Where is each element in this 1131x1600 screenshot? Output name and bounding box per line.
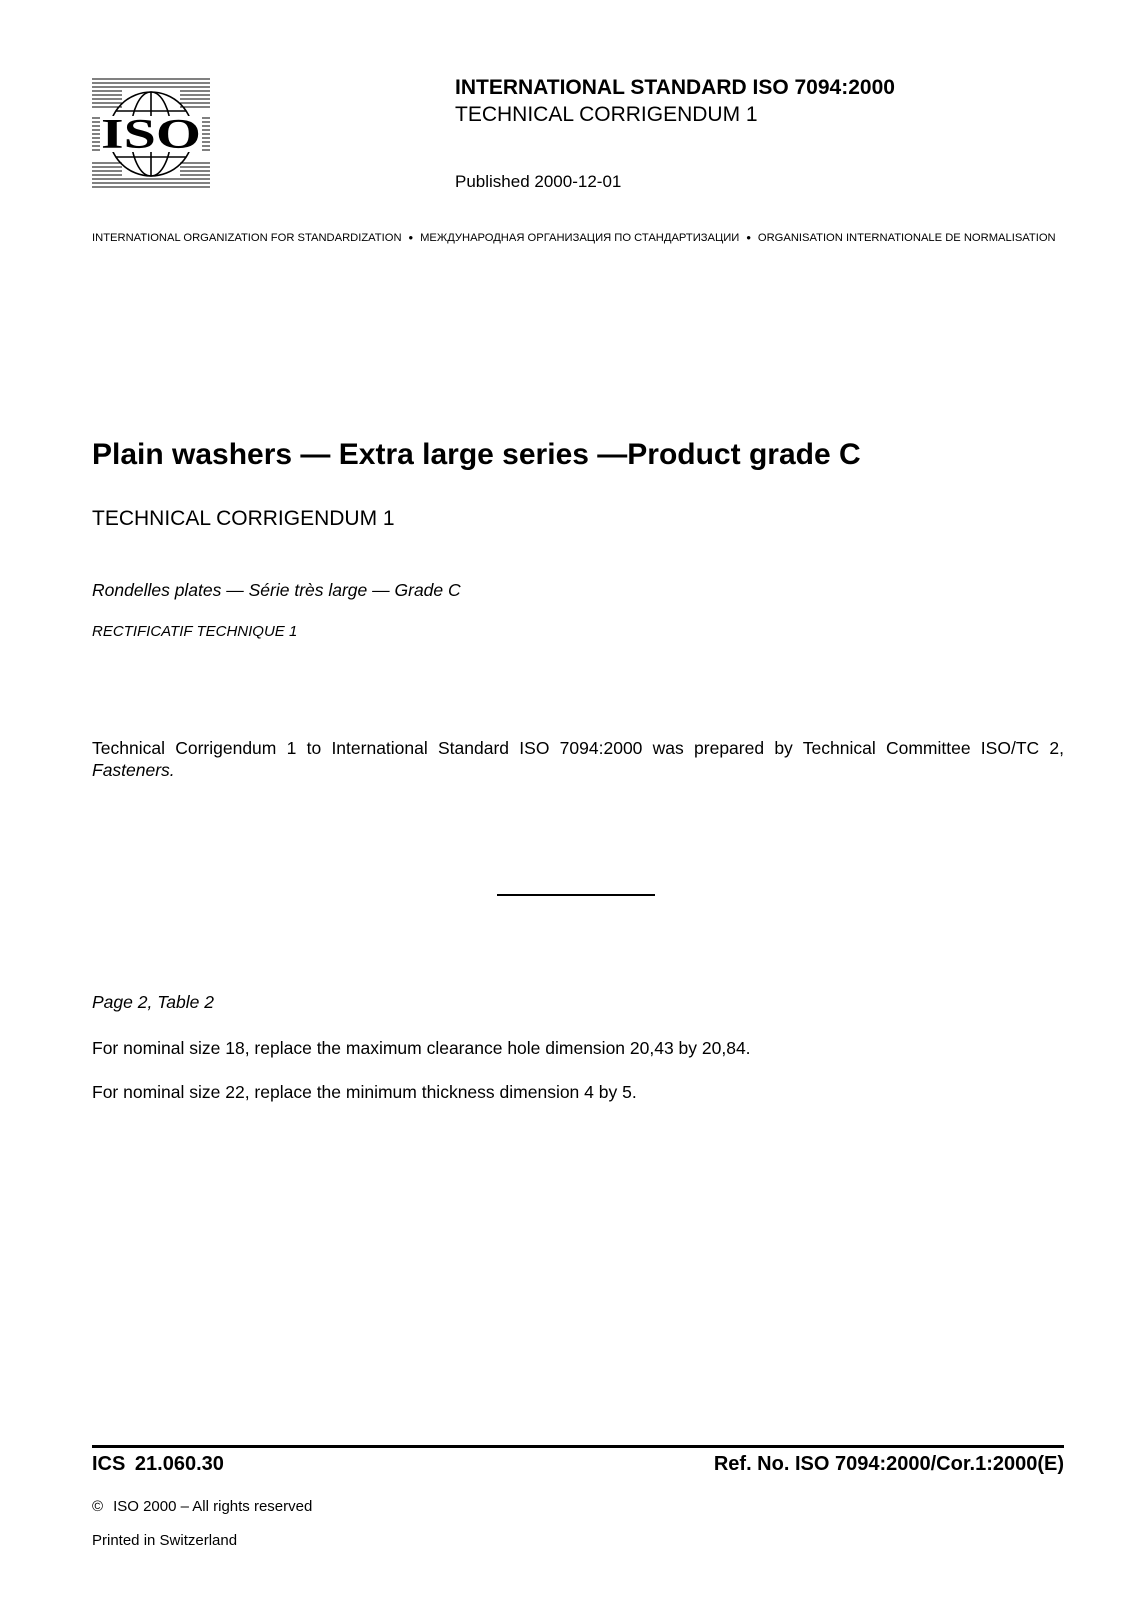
org-name-russian: МЕЖДУНАРОДНАЯ ОРГАНИЗАЦИЯ ПО СТАНДАРТИЗАЦИИ (420, 231, 740, 244)
document-title: Plain washers — Extra large series —Product grade C (92, 438, 861, 471)
copyright-icon: © (92, 1498, 104, 1515)
french-subtitle: RECTIFICATIF TECHNIQUE 1 (92, 623, 298, 640)
correction-item-2: For nominal size 22, replace the minimum thickness dimension 4 by 5. (92, 1082, 637, 1102)
org-name-french: ORGANISATION INTERNATIONALE DE NORMALISATION (757, 231, 1056, 244)
reference-number: Ref. No. ISO 7094:2000/Cor.1:2000(E) (713, 1453, 1064, 1475)
ics-code: ICS 21.060.30 (92, 1453, 224, 1475)
organization-names (92, 230, 1064, 245)
correction-item-1: For nominal size 18, replace the maximum clearance hole dimension 20,43 by 20,84. (92, 1038, 751, 1058)
committee-name: Fasteners. (92, 760, 175, 780)
iso-logo-text: ISO (101, 112, 201, 158)
french-title: Rondelles plates — Série très large — Grade C (92, 580, 461, 600)
separator-bullet: • (408, 230, 414, 245)
standard-title: INTERNATIONAL STANDARD ISO 7094:2000 (455, 76, 895, 99)
section-divider (497, 894, 655, 896)
footer-divider (92, 1445, 1064, 1448)
copyright-notice (92, 1498, 312, 1515)
org-name-english: INTERNATIONAL ORGANIZATION FOR STANDARDIZATION (92, 231, 402, 244)
preparation-statement (92, 737, 1064, 781)
correction-location: Page 2, Table 2 (92, 992, 214, 1012)
separator-bullet: • (746, 230, 751, 245)
iso-logo (92, 78, 210, 190)
printed-location: Printed in Switzerland (92, 1532, 238, 1549)
preparation-text: Technical Corrigendum 1 to International Standard ISO 7094:2000 was prepared by Technical Committee ISO/TC 2, (92, 738, 1064, 758)
document-subtitle: TECHNICAL CORRIGENDUM 1 (92, 507, 395, 530)
published-date: Published 2000-12-01 (455, 172, 622, 191)
corrigendum-label: TECHNICAL CORRIGENDUM 1 (455, 103, 758, 126)
copyright-text: ISO 2000 – All rights reserved (113, 1498, 313, 1515)
